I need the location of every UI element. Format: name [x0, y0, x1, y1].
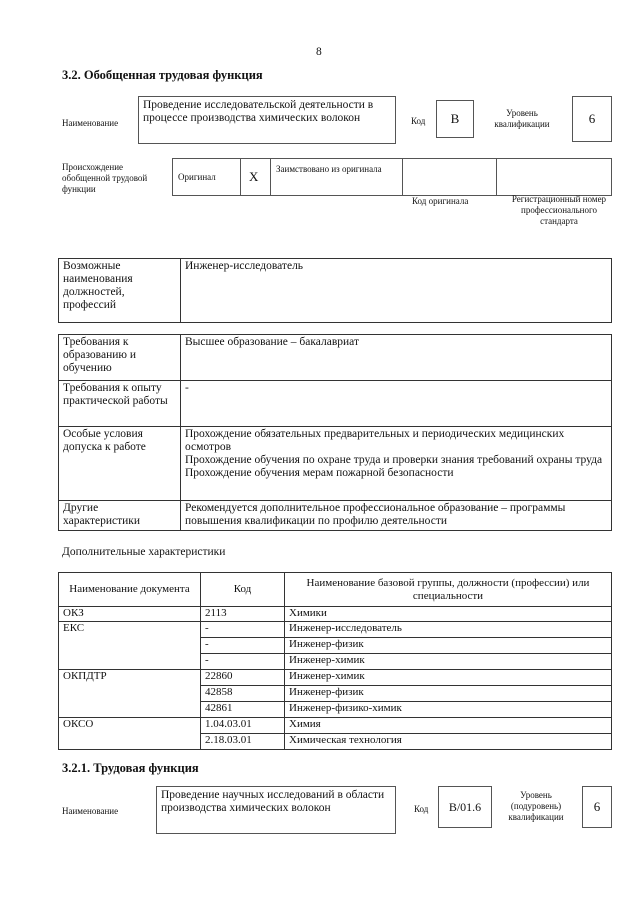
- table-row-code: 22860: [201, 670, 285, 686]
- gtf-name-label: Наименование: [62, 118, 119, 128]
- doc-eks: ЕКС: [59, 622, 201, 670]
- reg-number-label: Регистрационный номер профессионального стандарта: [511, 194, 607, 226]
- gtf-code-label: Код: [411, 116, 426, 126]
- table-row-name: Химики: [285, 607, 612, 622]
- additional-table: [58, 572, 612, 750]
- table-row-name: Инженер-химик: [285, 654, 612, 670]
- requirements-table: [58, 334, 612, 531]
- section-title: 3.2. Обобщенная трудовая функция: [62, 68, 263, 82]
- tf-code-value: B/01.6: [438, 786, 492, 828]
- tf-level-value: 6: [582, 786, 612, 828]
- origin-original-label: Оригинал: [178, 172, 216, 182]
- req-education-label: Требования к образованию и обучению: [59, 335, 181, 381]
- req-special-label: Особые условия допуска к работе: [59, 427, 181, 501]
- gtf-code-value: B: [436, 100, 474, 138]
- table-row-code: 42858: [201, 686, 285, 702]
- header-name: Наименование базовой группы, должности (профессии) или специальности: [285, 573, 612, 607]
- subsection-title: 3.2.1. Трудовая функция: [62, 761, 199, 775]
- table-row-name: Инженер-исследователь: [285, 622, 612, 638]
- gtf-level-label: Уровень квалификации: [494, 108, 550, 129]
- table-row-code: 2.18.03.01: [201, 734, 285, 750]
- table-row-name: Инженер-физико-химик: [285, 702, 612, 718]
- table-row-code: 1.04.03.01: [201, 718, 285, 734]
- req-special-value-2: Прохождение обучения по охране труда и проверки знания требований охраны труда: [185, 454, 603, 466]
- page-number: 8: [316, 46, 322, 58]
- origin-original-mark: X: [249, 169, 259, 184]
- req-other-label: Другие характеристики: [59, 501, 181, 531]
- req-education-value: Высшее образование – бакалавриат: [181, 335, 612, 381]
- table-row-name: Инженер-физик: [285, 686, 612, 702]
- req-special-value-3: Прохождение обучения мерам пожарной безопасности: [185, 467, 454, 479]
- positions-value: Инженер-исследователь: [181, 259, 612, 323]
- header-document: Наименование документа: [59, 573, 201, 607]
- code-original-label: Код оригинала: [412, 196, 469, 206]
- doc-okpdtr: ОКПДТР: [59, 670, 201, 718]
- table-row-code: -: [201, 638, 285, 654]
- header-code: Код: [201, 573, 285, 607]
- gtf-name-value: Проведение исследовательской деятельности в процессе производства химических волокон: [138, 96, 396, 144]
- req-experience-label: Требования к опыту практической работы: [59, 381, 181, 427]
- req-special-values: [181, 427, 612, 501]
- req-other-value: Рекомендуется дополнительное профессиональное образование – программы повышения квалификации по профилю деятельности: [181, 501, 612, 531]
- tf-name-label: Наименование: [62, 806, 119, 816]
- table-row-name: Инженер-химик: [285, 670, 612, 686]
- doc-okz: ОКЗ: [59, 607, 201, 622]
- table-row-code: 42861: [201, 702, 285, 718]
- gtf-level-value: 6: [572, 96, 612, 142]
- table-row-name: Химия: [285, 718, 612, 734]
- tf-name-value: Проведение научных исследований в области производства химических волокон: [156, 786, 396, 834]
- tf-level-label: Уровень (подуровень) квалификации: [508, 790, 564, 822]
- req-experience-value: -: [181, 381, 612, 427]
- req-special-value-1: Прохождение обязательных предварительных и периодических медицинских осмотров: [185, 428, 565, 453]
- table-row-code: -: [201, 622, 285, 638]
- additional-title: Дополнительные характеристики: [62, 546, 226, 558]
- positions-table: [58, 258, 612, 323]
- doc-okso: ОКСО: [59, 718, 201, 750]
- origin-borrowed-label: Заимствовано из оригинала: [276, 164, 382, 174]
- table-row-name: Инженер-физик: [285, 638, 612, 654]
- positions-label: Возможные наименования должностей, профессий: [59, 259, 181, 323]
- table-row-code: -: [201, 654, 285, 670]
- tf-code-label: Код: [414, 804, 429, 814]
- origin-label: Происхождение обобщенной трудовой функции: [62, 162, 148, 194]
- table-row-code: 2113: [201, 607, 285, 622]
- table-row-name: Химическая технология: [285, 734, 612, 750]
